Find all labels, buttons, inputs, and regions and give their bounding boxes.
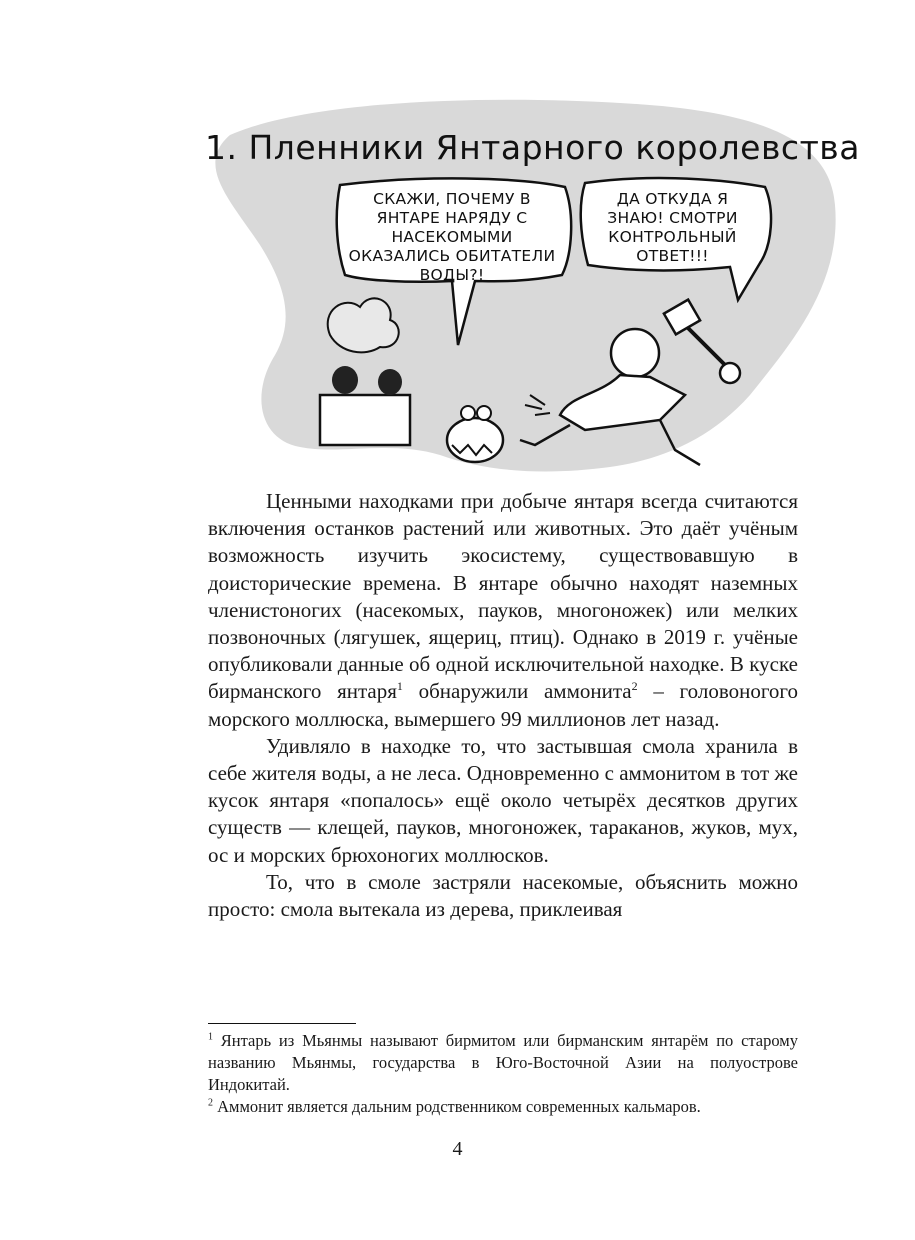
- speech-bubble-left-text: СКАЖИ, ПОЧЕМУ В ЯНТАРЕ НАРЯДУ С НАСЕКОМЫМИ ОКАЗАЛИСЬ ОБИТАТЕЛИ ВОДЫ?!: [348, 190, 556, 284]
- footnote-ref-1[interactable]: 1: [396, 679, 403, 694]
- steam-cloud: [328, 298, 399, 352]
- footnote-2: [208, 1096, 798, 1118]
- paragraph-1-part-b: обнаружили аммонита: [402, 679, 632, 704]
- desk: [320, 395, 410, 445]
- footnote-1-text: Янтарь из Мьянмы называют бирмитом или бирманским янтарём по старому названию Мьянмы, государства в Юго-Восточной Азии на полуострове Индокитай.: [208, 1031, 798, 1094]
- body-text: [208, 488, 798, 923]
- person-left-head: [332, 366, 358, 394]
- paragraph-1: [208, 488, 798, 733]
- paragraph-1-part-a: Ценными находками при добыче янтаря всегда считаются включения останков растений или животных. Это даёт учёным возможность изучить экосистему, существовавшую в доисторические времена. В янтаре обычно находят наземных членистоногих (насекомых, пауков, многоножек) или мелких позвоночных (лягушек, ящериц, птиц). Однако в 2019 г. учёные опубликовали данные об одной исключительной находке. В куске бирманского янтаря: [208, 489, 798, 704]
- person-right-head: [378, 369, 402, 395]
- paragraph-1-part-c: – головоногого морского моллюска, вымершего 99 миллионов лет назад.: [208, 679, 799, 731]
- creature-body: [447, 418, 503, 462]
- footnote-divider: [208, 1023, 356, 1024]
- paragraph-3: То, что в смоле застряли насекомые, объяснить можно просто: смола вытекала из дерева, приклеивая: [208, 869, 798, 922]
- footnote-1-mark: 1: [208, 1031, 213, 1043]
- footnote-2-mark: 2: [208, 1097, 213, 1109]
- footnote-1: [208, 1030, 798, 1096]
- footnote-2-text: Аммонит является дальним родственником современных кальмаров.: [213, 1097, 701, 1116]
- page-number: 4: [452, 1138, 463, 1160]
- paragraph-2: Удивляло в находке то, что застывшая смола хранила в себе жителя воды, а не леса. Одновременно с аммонитом в тот же кусок янтаря «попалось» ещё около четырёх десятков других существ — клещей, пауков, многоножек, тараканов, жуков, мух, ос и морских брюхоногих моллюсков.: [208, 733, 798, 867]
- speech-bubble-right-text: ДА ОТКУДА Я ЗНАЮ! СМОТРИ КОНТРОЛЬНЫЙ ОТВЕТ!!!: [607, 190, 738, 265]
- runner-head: [611, 329, 659, 377]
- runner-fist: [720, 363, 740, 383]
- chapter-title: 1. Пленники Янтарного королевства: [205, 128, 860, 167]
- footnote-ref-2[interactable]: 2: [631, 679, 638, 694]
- footnotes: [208, 1030, 798, 1118]
